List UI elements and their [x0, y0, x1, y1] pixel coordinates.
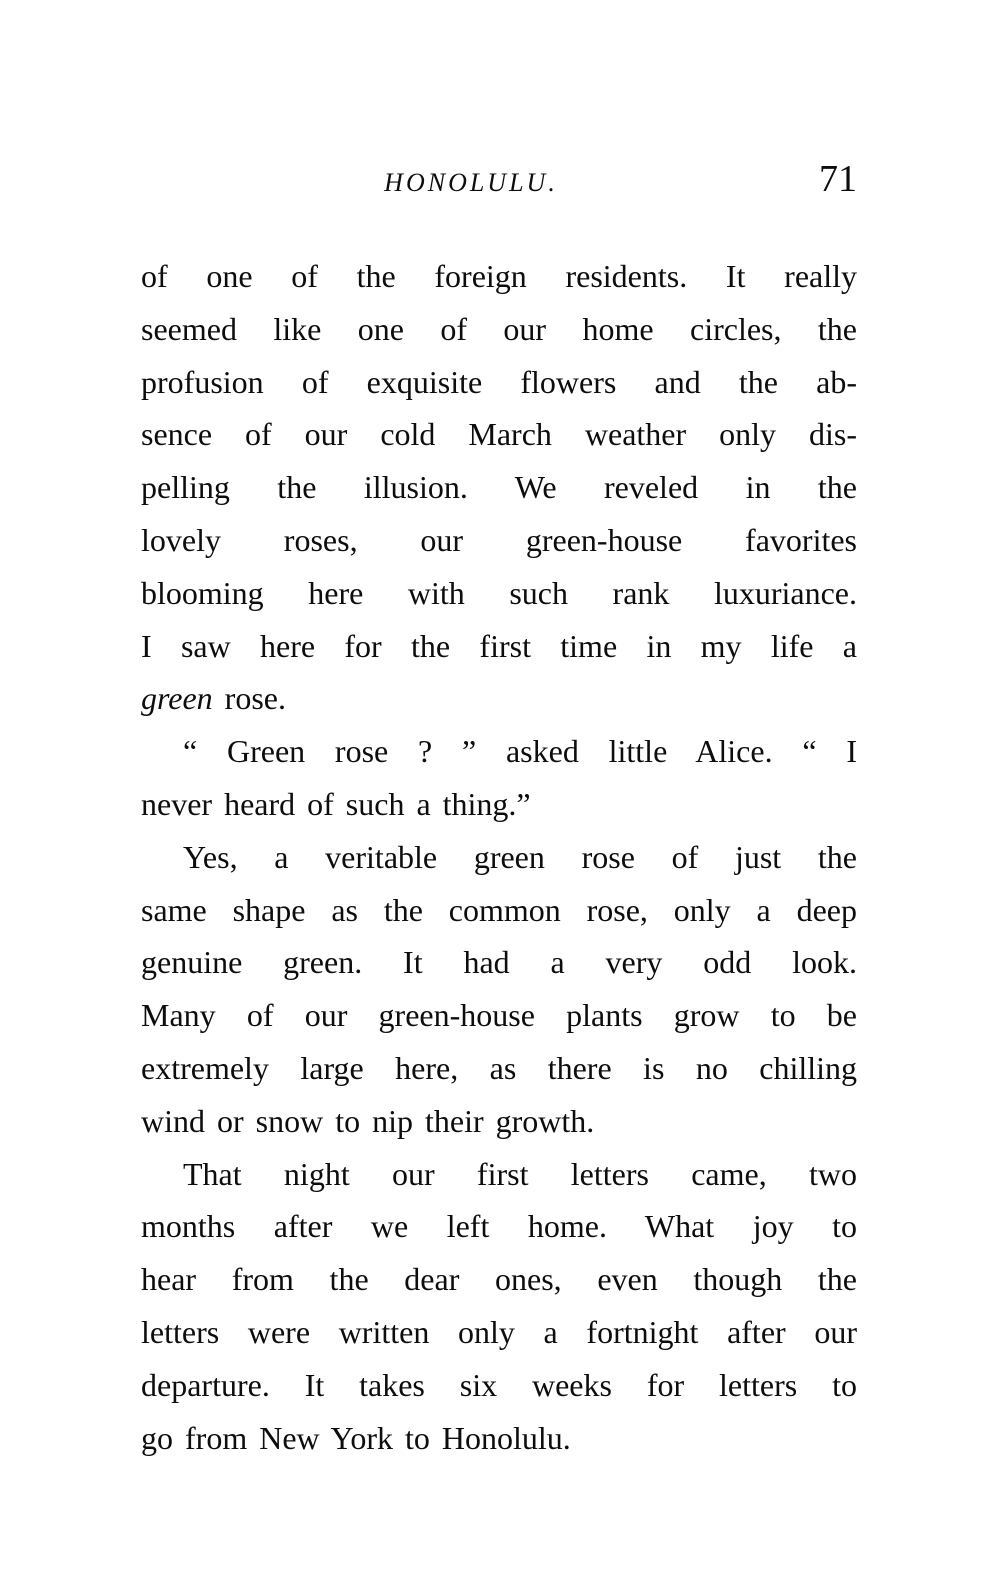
- line-text: hear from the dear ones, even though the: [141, 1261, 857, 1298]
- line-text: of one of the foreign residents. It really: [141, 258, 857, 294]
- text-line: [141, 831, 857, 884]
- text-line: [141, 1359, 857, 1412]
- text-line: [141, 725, 857, 778]
- text-line: [141, 250, 857, 303]
- line-text: profusion of exquisite flowers and the ab-: [141, 363, 857, 400]
- text-line: [141, 1306, 857, 1359]
- line-text: seemed like one of our home circles, the: [141, 310, 857, 347]
- running-title: HONOLULU.: [384, 168, 558, 197]
- text-line: [141, 1253, 857, 1306]
- line-text: genuine green. It had a very odd look.: [141, 944, 857, 981]
- line-text: Many of our green-house plants grow to be: [141, 997, 857, 1034]
- line-text: departure. It takes six weeks for letters to: [141, 1366, 857, 1403]
- text-line: [141, 1095, 857, 1148]
- line-text: go from New York to Honolulu.: [141, 1419, 571, 1456]
- text-line: [141, 884, 857, 937]
- body-text: [141, 250, 857, 1464]
- text-line: [141, 461, 857, 514]
- text-line: [141, 514, 857, 567]
- italic-word: green: [141, 680, 213, 717]
- text-line: [141, 1412, 857, 1465]
- page-number: 71: [819, 158, 857, 200]
- line-text: letters were written only a fortnight after our: [141, 1313, 857, 1350]
- line-text: blooming here with such rank luxuriance.: [141, 574, 857, 611]
- line-text: sence of our cold March weather only dis-: [141, 416, 857, 453]
- line-text: I saw here for the first time in my life a: [141, 627, 857, 664]
- text-line: [141, 567, 857, 620]
- line-text: extremely large here, as there is no chilling: [141, 1049, 857, 1086]
- text-line: [141, 989, 857, 1042]
- line-text: That night our first letters came, two: [183, 1155, 857, 1192]
- text-line: [141, 620, 857, 673]
- text-line: [141, 1148, 857, 1201]
- line-text: months after we left home. What joy to: [141, 1208, 857, 1245]
- text-line: [141, 936, 857, 989]
- line-text: “ Green rose ? ” asked little Alice. “ I: [183, 733, 857, 770]
- text-line: [141, 778, 857, 831]
- line-text: same shape as the common rose, only a deep: [141, 891, 857, 928]
- line-text: pelling the illusion. We reveled in the: [141, 469, 857, 506]
- text-line: [141, 408, 857, 461]
- text-line: [141, 303, 857, 356]
- text-line: [141, 356, 857, 409]
- text-line: [141, 672, 857, 725]
- line-text: never heard of such a thing.”: [141, 785, 531, 822]
- line-text: lovely roses, our green-house favorites: [141, 521, 857, 558]
- running-header: [141, 158, 857, 207]
- text-line: [141, 1200, 857, 1253]
- text-line: [141, 1042, 857, 1095]
- line-text: Yes, a veritable green rose of just the: [183, 838, 857, 875]
- line-text: wind or snow to nip their growth.: [141, 1102, 595, 1139]
- line-text: rose.: [212, 680, 286, 717]
